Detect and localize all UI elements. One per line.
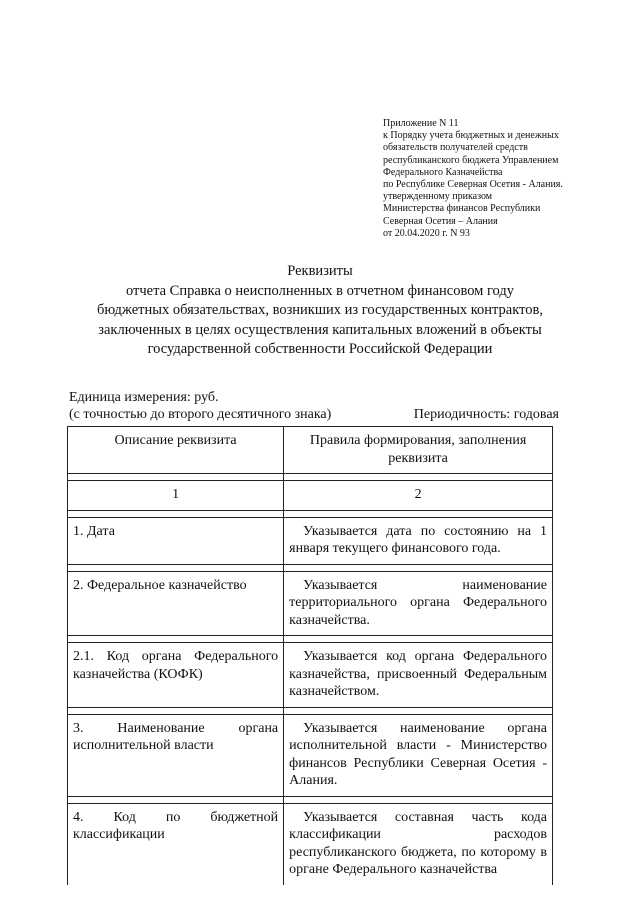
- requisite-rule: Указывается составная часть кода классификации расходов республиканского бюджета, по которому в органе Федерального казначейства: [283, 803, 553, 885]
- appendix-header: [383, 118, 623, 240]
- title-line: бюджетных обязательствах, возникших из государственных контрактов,: [97, 302, 543, 318]
- requisite-name: 3. Наименование органа исполнительной власти: [67, 714, 283, 796]
- table-row: [67, 803, 553, 885]
- title-line: государственной собственности Российской Федерации: [147, 341, 493, 357]
- appendix-line: республиканского бюджета Управлением: [383, 154, 559, 166]
- appendix-line: Федерального Казначейства: [383, 166, 503, 178]
- requisite-name: 1. Дата: [67, 517, 283, 564]
- precision-note: (с точностью до второго десятичного знака): [69, 407, 332, 422]
- document-title: [40, 262, 600, 360]
- table-header-row: [67, 426, 553, 473]
- appendix-line: Приложение N 11: [383, 118, 459, 129]
- requisite-name: 4. Код по бюджетной классификации: [67, 803, 283, 885]
- title-line: заключенных в целях осуществления капитальных вложений в объекты: [98, 321, 542, 338]
- appendix-line: к Порядку учета бюджетных и денежных: [383, 130, 559, 142]
- units-block: [69, 389, 559, 423]
- table-row: [67, 642, 553, 707]
- title-line: Реквизиты: [287, 263, 353, 279]
- requisite-rule: Указывается наименование территориального органа Федерального казначейства.: [283, 571, 553, 636]
- table-row: [67, 714, 553, 796]
- appendix-line: по Республике Северная Осетия - Алания.: [383, 179, 563, 191]
- header-description: Описание реквизита: [67, 426, 283, 473]
- requisite-rule: Указывается код органа Федерального казначейства, присвоенный Федеральным казначейством.: [283, 642, 553, 707]
- column-number: 1: [67, 480, 283, 510]
- appendix-line: обязательств получателей средств: [383, 142, 528, 154]
- title-line: отчета Справка о неисполненных в отчетном финансовом году: [125, 282, 515, 299]
- table-row: [67, 571, 553, 636]
- requisite-name: 2. Федеральное казначейство: [67, 571, 283, 636]
- table-row: [67, 517, 553, 564]
- requisite-rule: Указывается наименование органа исполнительной власти - Министерство финансов Республики Северная Осетия - Алания.: [283, 714, 553, 796]
- appendix-line: Северная Осетия – Алания: [383, 215, 498, 227]
- requisite-name: 2.1. Код органа Федерального казначейства (КОФК): [67, 642, 283, 707]
- table-number-row: [67, 480, 553, 510]
- header-rules: Правила формирования, заполнения реквизита: [283, 426, 553, 473]
- appendix-line: Министерства финансов Республики: [383, 203, 541, 215]
- column-number: 2: [283, 480, 553, 510]
- appendix-line: от 20.04.2020 г. N 93: [383, 227, 470, 239]
- requisite-rule: Указывается дата по состоянию на 1 января текущего финансового года.: [283, 517, 553, 564]
- requisites-table: [67, 426, 553, 885]
- measure-unit: Единица измерения: руб.: [69, 390, 219, 405]
- appendix-line: утвержденному приказом: [383, 191, 493, 203]
- periodicity: Периодичность: годовая: [413, 407, 559, 422]
